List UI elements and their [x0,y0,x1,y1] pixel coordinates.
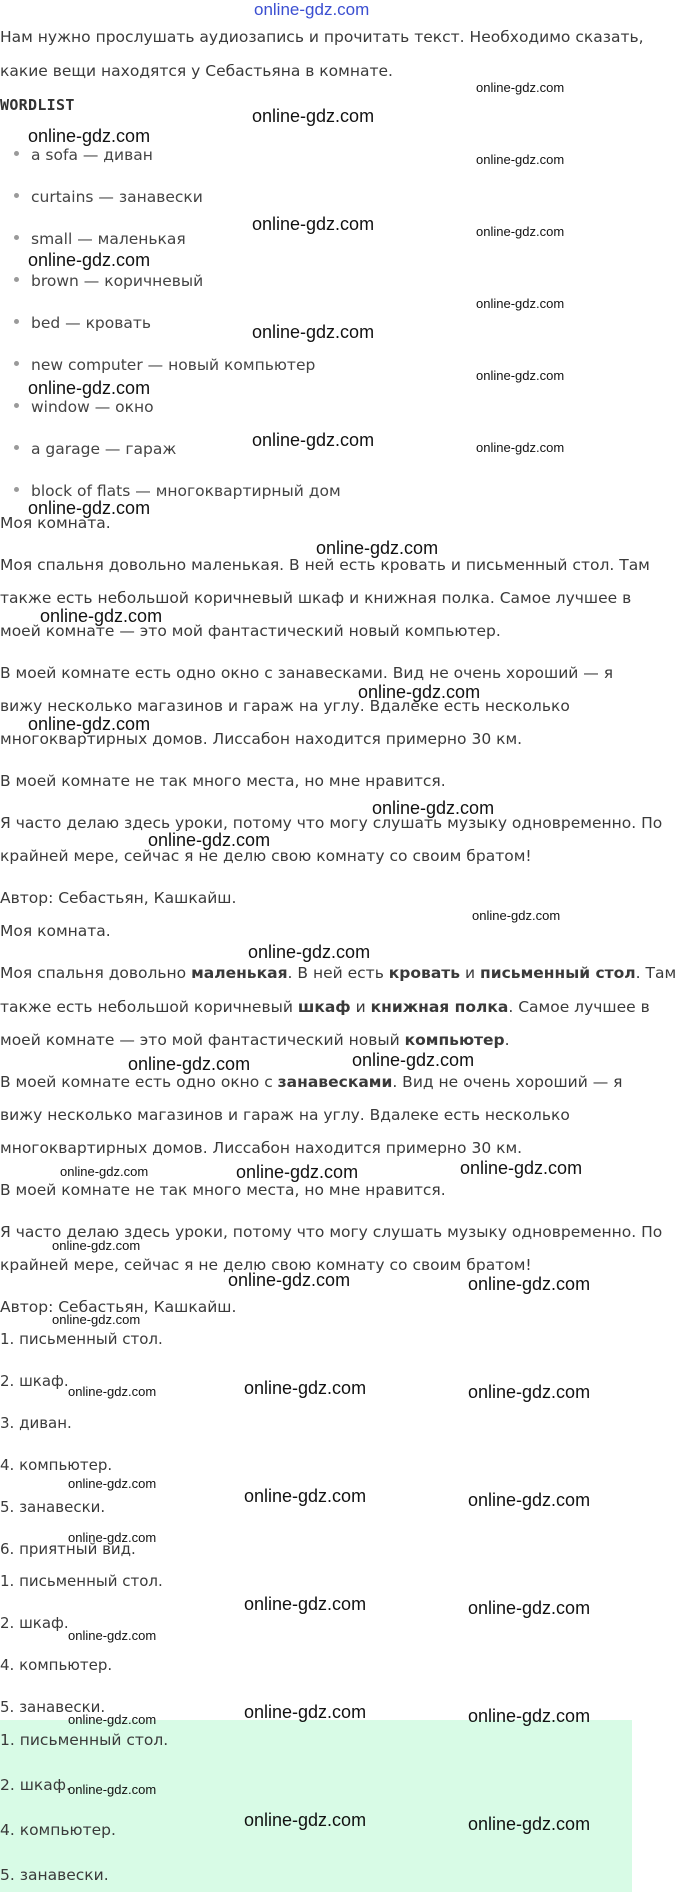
list-item: new computer — новый компьютер [14,356,315,374]
watermark: online-gdz.com [468,1382,591,1402]
text2-line: многоквартирных домов. Лиссабон находится примерно 30 км. [0,1139,523,1157]
wordlist-title: WORDLIST [0,96,75,114]
watermark: online-gdz.com [60,1164,149,1179]
text2-line: также есть небольшой коричневый шкаф и книжная полка. Самое лучшее в [0,998,650,1016]
watermark: online-gdz.com [244,1810,367,1830]
answer-item: 6. приятный вид. [0,1540,136,1558]
watermark: online-gdz.com [40,606,163,626]
watermark: online-gdz.com [468,1274,591,1294]
bullet-icon [14,319,19,324]
text1-line: В моей комнате есть одно окно с занавесками. Вид не очень хороший — я [0,664,614,682]
watermark: online-gdz.com [476,224,565,239]
watermark: online-gdz.com [244,1702,367,1722]
text1-line: вижу несколько магазинов и гараж на углу. Вдалеке есть несколько [0,697,570,715]
watermark: online-gdz.com [468,1490,591,1510]
answer-item: 4. компьютер. [0,1456,113,1474]
text1-line: также есть небольшой коричневый шкаф и книжная полка. Самое лучшее в [0,589,632,607]
watermark: online-gdz.com [252,214,375,234]
watermark: online-gdz.com [228,1270,351,1290]
text1-author: Автор: Себастьян, Кашкайш. [0,889,237,907]
watermark: online-gdz.com [244,1378,367,1398]
watermark: online-gdz.com [236,1162,359,1182]
list-item: a sofa — диван [14,146,153,164]
answer-item: 2. шкаф. [0,1614,69,1632]
watermark: online-gdz.com [28,498,151,518]
watermark: online-gdz.com [468,1814,591,1834]
watermark: online-gdz.com [128,1054,251,1074]
watermark: online-gdz.com [28,714,151,734]
text1-line: В моей комнате не так много места, но мне нравится. [0,772,446,790]
task-line-2: какие вещи находятся у Себастьяна в комнате. [0,62,393,80]
bullet-icon [14,403,19,408]
text2-title: Моя комната. [0,922,111,940]
bullet-icon [14,193,19,198]
bullet-icon [14,361,19,366]
watermark: online-gdz.com [52,1312,141,1327]
answer-item: 3. диван. [0,1414,72,1432]
list-item: window — окно [14,398,154,416]
watermark: online-gdz.com [476,80,565,95]
text2-line: Я часто делаю здесь уроки, потому что могу слушать музыку одновременно. По [0,1223,663,1241]
watermark: online-gdz.com [358,682,481,702]
text2-author: Автор: Себастьян, Кашкайш. [0,1298,237,1316]
bullet-icon [14,487,19,492]
watermark: online-gdz.com [468,1706,591,1726]
answer-item: 1. письменный стол. [0,1330,163,1348]
watermark: online-gdz.com [476,440,565,455]
watermark: online-gdz.com [244,1486,367,1506]
watermark: online-gdz.com [68,1628,157,1643]
list-item: a garage — гараж [14,440,176,458]
answer-item: 5. занавески. [0,1498,106,1516]
watermark: online-gdz.com [248,942,371,962]
text2-line: В моей комнате не так много места, но мне нравится. [0,1181,446,1199]
watermark: online-gdz.com [68,1384,157,1399]
watermark: online-gdz.com [52,1238,141,1253]
top-watermark: online-gdz.com [254,0,370,19]
answer-item: 4. компьютер. [0,1821,116,1839]
task-line-1: Нам нужно прослушать аудиозапись и прочитать текст. Необходимо сказать, [0,28,644,46]
list-item: block of flats — многоквартирный дом [14,482,341,500]
list-item: small — маленькая [14,230,186,248]
watermark: online-gdz.com [68,1712,157,1727]
text1-line: многоквартирных домов. Лиссабон находится примерно 30 км. [0,730,523,748]
text1-line: Я часто делаю здесь уроки, потому что могу слушать музыку одновременно. По [0,814,663,832]
watermark: online-gdz.com [476,296,565,311]
list-item: curtains — занавески [14,188,203,206]
text2-line: В моей комнате есть одно окно с занавесками. Вид не очень хороший — я [0,1073,623,1091]
text1-line: Моя спальня довольно маленькая. В ней есть кровать и письменный стол. Там [0,556,650,574]
answer-item: 5. занавески. [0,1866,109,1884]
watermark: online-gdz.com [68,1476,157,1491]
answer-item: 1. письменный стол. [0,1731,169,1749]
bullet-icon [14,235,19,240]
text2-line: Моя спальня довольно маленькая. В ней есть кровать и письменный стол. Там [0,964,676,982]
watermark: online-gdz.com [316,538,439,558]
watermark: online-gdz.com [352,1050,475,1070]
text2-line: моей комнате — это мой фантастический новый компьютер. [0,1031,510,1049]
bullet-icon [14,445,19,450]
watermark: online-gdz.com [28,250,151,270]
text1-line: моей комнате — это мой фантастический новый компьютер. [0,622,501,640]
text2-line: вижу несколько магазинов и гараж на углу. Вдалеке есть несколько [0,1106,570,1124]
watermark: online-gdz.com [252,106,375,126]
watermark: online-gdz.com [244,1594,367,1614]
watermark: online-gdz.com [476,152,565,167]
answer-item: 1. письменный стол. [0,1572,163,1590]
watermark: online-gdz.com [252,322,375,342]
watermark: online-gdz.com [476,368,565,383]
answer-item: 2. шкаф. [0,1372,69,1390]
watermark: online-gdz.com [252,430,375,450]
text1-title: Моя комната. [0,514,111,532]
watermark: online-gdz.com [68,1530,157,1545]
watermark: online-gdz.com [468,1598,591,1618]
text1-line: крайней мере, сейчас я не делю свою комнату со своим братом! [0,847,532,865]
answer-item: 2. шкаф. [0,1776,71,1794]
watermark: online-gdz.com [372,798,495,818]
watermark: online-gdz.com [460,1158,583,1178]
watermark: online-gdz.com [148,830,271,850]
bullet-icon [14,277,19,282]
text2-line: крайней мере, сейчас я не делю свою комнату со своим братом! [0,1256,532,1274]
bullet-icon [14,151,19,156]
list-item: brown — коричневый [14,272,203,290]
watermark: online-gdz.com [68,1782,157,1797]
watermark: online-gdz.com [472,908,561,923]
answer-item: 4. компьютер. [0,1656,113,1674]
list-item: bed — кровать [14,314,151,332]
watermark: online-gdz.com [28,126,151,146]
watermark: online-gdz.com [28,378,151,398]
answer-item: 5. занавески. [0,1698,106,1716]
